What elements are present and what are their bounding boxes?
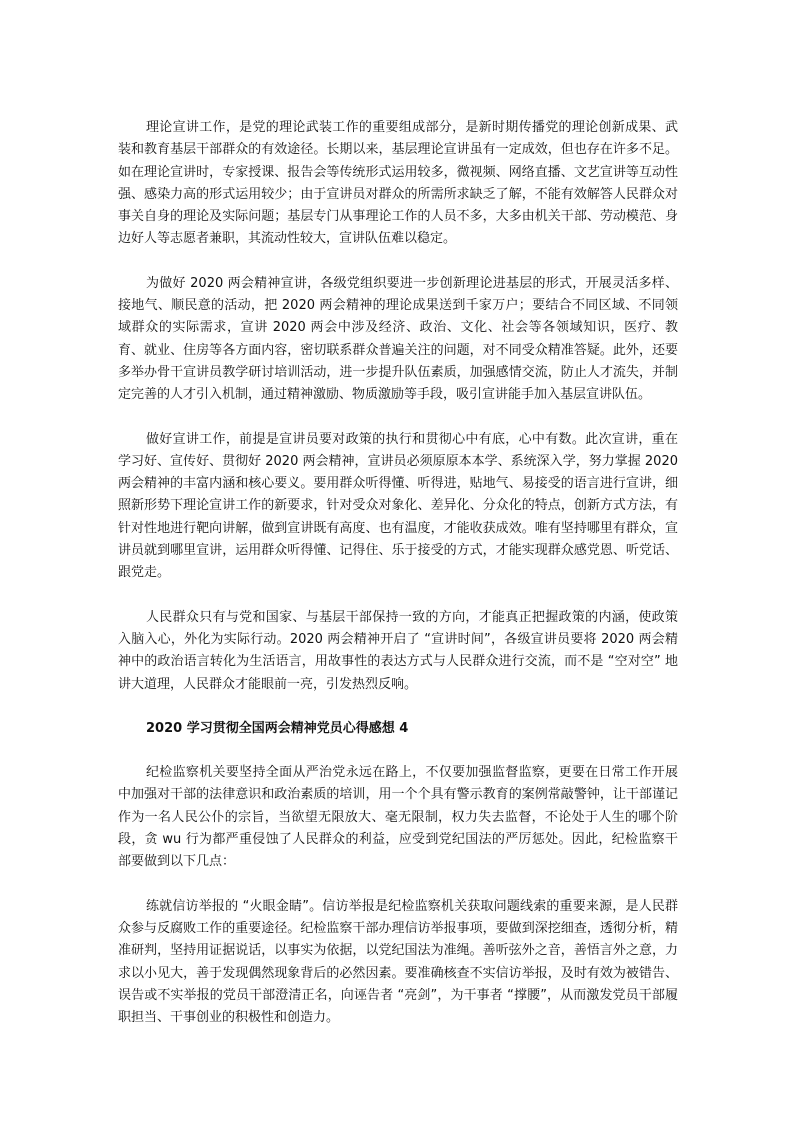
section-heading: 2020 学习贯彻全国两会精神党员心得感想 4 — [146, 720, 409, 736]
paragraph-1: 理论宣讲工作，是党的理论武装工作的重要组成部分，是新时期传播党的理论创新成果、武装和教育基层干部群众的有效途径。长期以来，基层理论宣讲虽有一定成效，但也存在许多不足。如在理论宣讲时，专家授课、报告会等传统形式运用较多，微视频、网络直播、文艺宣讲等互动性强、感染力高的形式运用较少；由于宣讲员对群众的所需所求缺乏了解，不能有效解答人民群众对事关自身的理论及实际问题；基层专门从事理论工作的人员不多，大多由机关干部、劳动模范、身边好人等志愿者兼职，其流动性较大，宣讲队伍难以稳定。 — [118, 120, 678, 247]
paragraph-2: 为做好 2020 两会精神宣讲，各级党组织要进一步创新理论进基层的形式，开展灵活多样、接地气、顺民意的活动，把 2020 两会精神的理论成果送到千家万户；要结合不同区域、不同领域群众的实际需求，宣讲 2020 两会中涉及经济、政治、文化、社会等各领域知识，医疗、教育、就业、住房等各方面内容，密切联系群众普遍关注的问题，对不同受众精准答疑。此外，还要多举办骨干宣讲员教学研讨培训活动，进一步提升队伍素质，加强感情交流，防止人才流失，并制定完善的人才引入机制，通过精神激励、物质激励等手段，吸引宣讲能手加入基层宣讲队伍。 — [118, 275, 678, 403]
paragraph-6: 练就信访举报的 “火眼金睛”。信访举报是纪检监察机关获取问题线索的重要来源，是人民群众参与反腐败工作的重要途径。纪检监察干部办理信访举报事项，要做到深挖细查，透彻分析，精准研判，坚持用证据说话，以事实为依据，以党纪国法为准绳。善听弦外之音，善悟言外之意，力求以小见大，善于发现偶然现象背后的必然因素。要准确核查不实信访举报，及时有效为被错告、误告或不实举报的党员干部澄清正名，向诬告者 “亮剑”，为干事者 “撑腰”，从而激发党员干部履职担当、干事创业的积极性和创造力。 — [118, 898, 678, 1026]
paragraph-5: 纪检监察机关要坚持全面从严治党永远在路上，不仅要加强监督监察，更要在日常工作开展中加强对干部的法律意识和政治素质的培训，用一个个具有警示教育的案例常敲警钟，让干部谨记作为一名人民公仆的宗旨，当欲望无限放大、毫无限制，权力失去监督，不论处于人生的哪个阶段，贪 wu 行为都严重侵蚀了人民群众的利益，应受到党纪国法的严厉惩处。因此，纪检监察干部要做到以下几点： — [118, 765, 678, 870]
paragraph-3: 做好宣讲工作，前提是宣讲员要对政策的执行和贯彻心中有底，心中有数。此次宣讲，重在学习好、宣传好、贯彻好 2020 两会精神，宣讲员必须原原本本学、系统深入学，努力掌握 2020 两会精神的丰富内涵和核心要义。要用群众听得懂、听得进，贴地气、易接受的语言进行宣讲，细照新形势下理论宣讲工作的新要求，针对受众对象化、差异化、分众化的特点，创新方式方法，有针对性地进行靶向讲解，做到宣讲既有高度、也有温度，才能收获成效。唯有坚持哪里有群众，宣讲员就到哪里宣讲，运用群众听得懂、记得住、乐于接受的方式，才能实现群众感党恩、听党话、跟党走。 — [118, 431, 678, 581]
paragraph-4: 人民群众只有与党和国家、与基层干部保持一致的方向，才能真正把握政策的内涵，使政策入脑入心，外化为实际行动。2020 两会精神开启了 “宣讲时间”，各级宣讲员要将 2020 两会精神中的政治语言转化为生活语言，用故事性的表达方式与人民群众进行交流，而不是 “空对空” 地讲大道理，人民群众才能眼前一亮，引发热烈反响。 — [118, 609, 678, 692]
document-page — [118, 117, 678, 1029]
